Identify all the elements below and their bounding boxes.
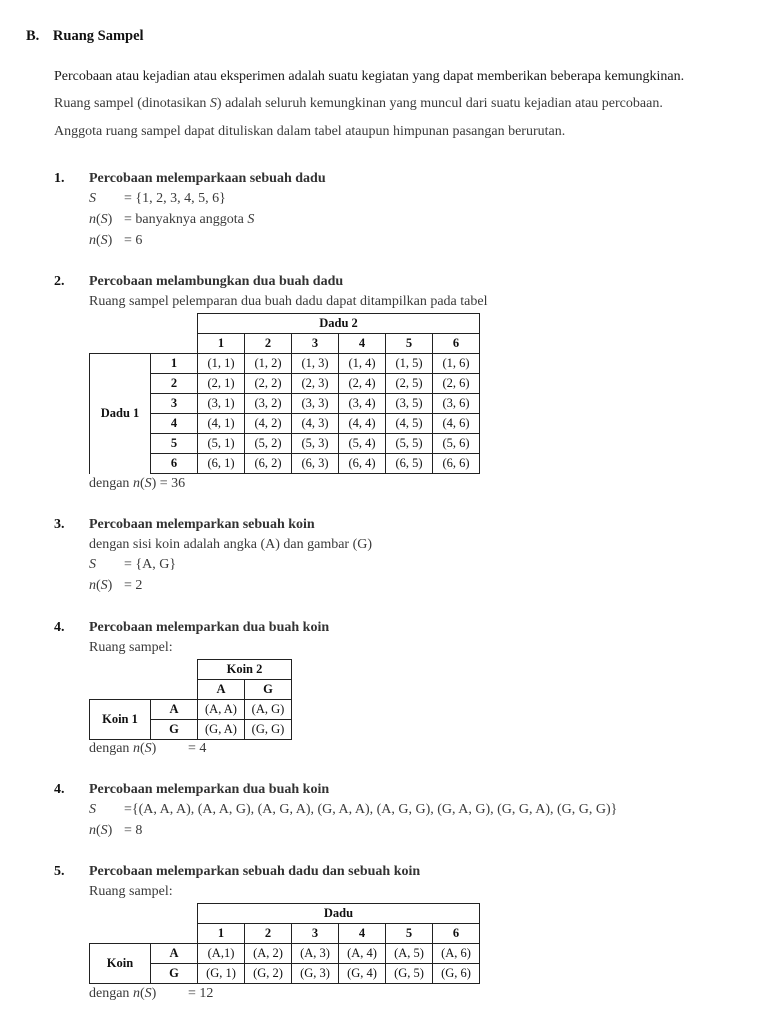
table-cell: (A, 4): [339, 944, 386, 964]
item3-ns-value: = 2: [124, 578, 143, 593]
item4b-number: 4.: [54, 782, 65, 797]
item1-s-value: = {1, 2, 3, 4, 5, 6}: [124, 191, 226, 206]
intro-line-1: Percobaan atau kejadian atau eksperimen adalah suatu kegiatan yang dapat memberikan beberapa kemungkinan.: [54, 69, 685, 84]
koin2-header: Koin 2: [198, 660, 292, 680]
item5-result-value: = 12: [188, 986, 214, 1001]
table-cell: (G, 1): [198, 964, 245, 984]
col-header: 3: [292, 334, 339, 354]
col-header: 5: [386, 924, 433, 944]
item4b-title: Percobaan melemparkan dua buah koin: [89, 782, 330, 797]
table-cell: (A, 5): [386, 944, 433, 964]
col-header: 5: [386, 334, 433, 354]
item5-title: Percobaan melemparkan sebuah dadu dan sebuah koin: [89, 864, 421, 879]
item4a-desc: Ruang sampel:: [89, 640, 173, 655]
item1-title: Percobaan melemparkaan sebuah dadu: [89, 171, 326, 186]
table-cell: (6, 1): [198, 454, 245, 474]
table-cell: (A, G): [245, 700, 292, 720]
table-cell: (5, 6): [433, 434, 480, 454]
table-cell: (G, A): [198, 720, 245, 740]
item1-number: 1.: [54, 171, 65, 186]
item1-ns-label: n(S): [89, 212, 113, 227]
dadu1-header: Dadu 1: [90, 354, 151, 474]
row-header: G: [151, 964, 198, 984]
col-header: 4: [339, 924, 386, 944]
koin-header: Koin: [90, 944, 151, 984]
table-cell: (1, 1): [198, 354, 245, 374]
item3-ns-label: n(S): [89, 578, 113, 593]
col-header: 2: [245, 334, 292, 354]
intro-line-2: Ruang sampel (dinotasikan S) adalah seluruh kemungkinan yang muncul dari suatu kejadian atau percobaan.: [54, 96, 663, 111]
table-cell: (G, G): [245, 720, 292, 740]
table-cell: (A, A): [198, 700, 245, 720]
item4a-number: 4.: [54, 620, 65, 635]
row-header: 1: [151, 354, 198, 374]
table-cell: (2, 2): [245, 374, 292, 394]
intro-line-3: Anggota ruang sampel dapat dituliskan dalam tabel ataupun himpunan pasangan berurutan.: [54, 124, 566, 139]
item1-ns-desc: = banyaknya anggota S: [124, 212, 255, 227]
item4b-s-label: S: [89, 802, 96, 817]
row-header: 3: [151, 394, 198, 414]
table-cell: (A, 2): [245, 944, 292, 964]
table-cell: (1, 6): [433, 354, 480, 374]
item1-ns-value: = 6: [124, 233, 143, 248]
table-cell: (6, 5): [386, 454, 433, 474]
row-header: G: [151, 720, 198, 740]
col-header: G: [245, 680, 292, 700]
item4b-ns-label: n(S): [89, 823, 113, 838]
item2-title: Percobaan melambungkan dua buah dadu: [89, 274, 344, 289]
item3-s-value: = {A, G}: [124, 557, 177, 572]
section-letter: B.: [26, 28, 40, 44]
table-cell: (4, 3): [292, 414, 339, 434]
table-cell: (3, 4): [339, 394, 386, 414]
item1-ns-label-2: n(S): [89, 233, 113, 248]
item2-desc: Ruang sampel pelemparan dua buah dadu dapat ditampilkan pada tabel: [89, 294, 488, 309]
table-row: [90, 944, 480, 964]
item5-result-label: dengan n(S): [89, 986, 157, 1001]
section-heading: [26, 28, 144, 45]
item4b-ns-value: = 8: [124, 823, 143, 838]
table-cell: (3, 3): [292, 394, 339, 414]
table-cell: (G, 6): [433, 964, 480, 984]
table-cell: (G, 4): [339, 964, 386, 984]
row-header: 6: [151, 454, 198, 474]
dice-pair-table: [89, 313, 480, 474]
table-cell: (3, 2): [245, 394, 292, 414]
dice-coin-table: [89, 903, 480, 984]
table-cell: (3, 5): [386, 394, 433, 414]
col-header: 6: [433, 924, 480, 944]
item2-result: dengan n(S) = 36: [89, 476, 186, 491]
col-header: 2: [245, 924, 292, 944]
table-cell: (G, 5): [386, 964, 433, 984]
table-cell: (1, 4): [339, 354, 386, 374]
table-cell: (1, 2): [245, 354, 292, 374]
table-cell: (4, 4): [339, 414, 386, 434]
table-cell: (4, 2): [245, 414, 292, 434]
table-cell: (A, 3): [292, 944, 339, 964]
table-cell: (2, 3): [292, 374, 339, 394]
item3-s-label: S: [89, 557, 96, 572]
table-cell: (A,1): [198, 944, 245, 964]
row-header: A: [151, 944, 198, 964]
table-cell: (6, 4): [339, 454, 386, 474]
row-header: 4: [151, 414, 198, 434]
coin-pair-table: [89, 659, 292, 740]
item3-title: Percobaan melemparkan sebuah koin: [89, 517, 315, 532]
table-cell: (2, 1): [198, 374, 245, 394]
item5-desc: Ruang sampel:: [89, 884, 173, 899]
col-header: 1: [198, 924, 245, 944]
item3-desc: dengan sisi koin adalah angka (A) dan gambar (G): [89, 537, 373, 552]
col-header: 4: [339, 334, 386, 354]
table-cell: (6, 6): [433, 454, 480, 474]
table-cell: (5, 2): [245, 434, 292, 454]
row-header: A: [151, 700, 198, 720]
table-cell: (5, 4): [339, 434, 386, 454]
item4b-s-value: ={(A, A, A), (A, A, G), (A, G, A), (G, A, A), (A, G, G), (G, A, G), (G, G, A), (G, G, G)}: [124, 802, 618, 817]
table-cell: (4, 5): [386, 414, 433, 434]
table-cell: (6, 3): [292, 454, 339, 474]
item4a-result-label: dengan n(S): [89, 741, 157, 756]
row-header: 5: [151, 434, 198, 454]
table-cell: (3, 1): [198, 394, 245, 414]
table-cell: (2, 6): [433, 374, 480, 394]
row-header: 2: [151, 374, 198, 394]
table-cell: (3, 6): [433, 394, 480, 414]
col-header: A: [198, 680, 245, 700]
table-row: [90, 700, 292, 720]
table-cell: (5, 3): [292, 434, 339, 454]
item4a-result-value: = 4: [188, 741, 207, 756]
table-cell: (6, 2): [245, 454, 292, 474]
table-cell: (4, 1): [198, 414, 245, 434]
item4a-title: Percobaan melemparkan dua buah koin: [89, 620, 330, 635]
table-cell: (4, 6): [433, 414, 480, 434]
table-cell: (A, 6): [433, 944, 480, 964]
table-cell: (1, 5): [386, 354, 433, 374]
koin1-header: Koin 1: [90, 700, 151, 740]
item2-number: 2.: [54, 274, 65, 289]
table-cell: (5, 5): [386, 434, 433, 454]
table-row: [90, 354, 480, 374]
dadu-header: Dadu: [198, 904, 480, 924]
dadu2-header: Dadu 2: [198, 314, 480, 334]
col-header: 6: [433, 334, 480, 354]
col-header: 1: [198, 334, 245, 354]
table-cell: (2, 5): [386, 374, 433, 394]
section-title: Ruang Sampel: [52, 28, 144, 44]
item1-s-label: S: [89, 191, 96, 206]
table-cell: (2, 4): [339, 374, 386, 394]
col-header: 3: [292, 924, 339, 944]
item3-number: 3.: [54, 517, 65, 532]
table-cell: (1, 3): [292, 354, 339, 374]
table-cell: (G, 3): [292, 964, 339, 984]
table-cell: (G, 2): [245, 964, 292, 984]
item5-number: 5.: [54, 864, 65, 879]
table-cell: (5, 1): [198, 434, 245, 454]
